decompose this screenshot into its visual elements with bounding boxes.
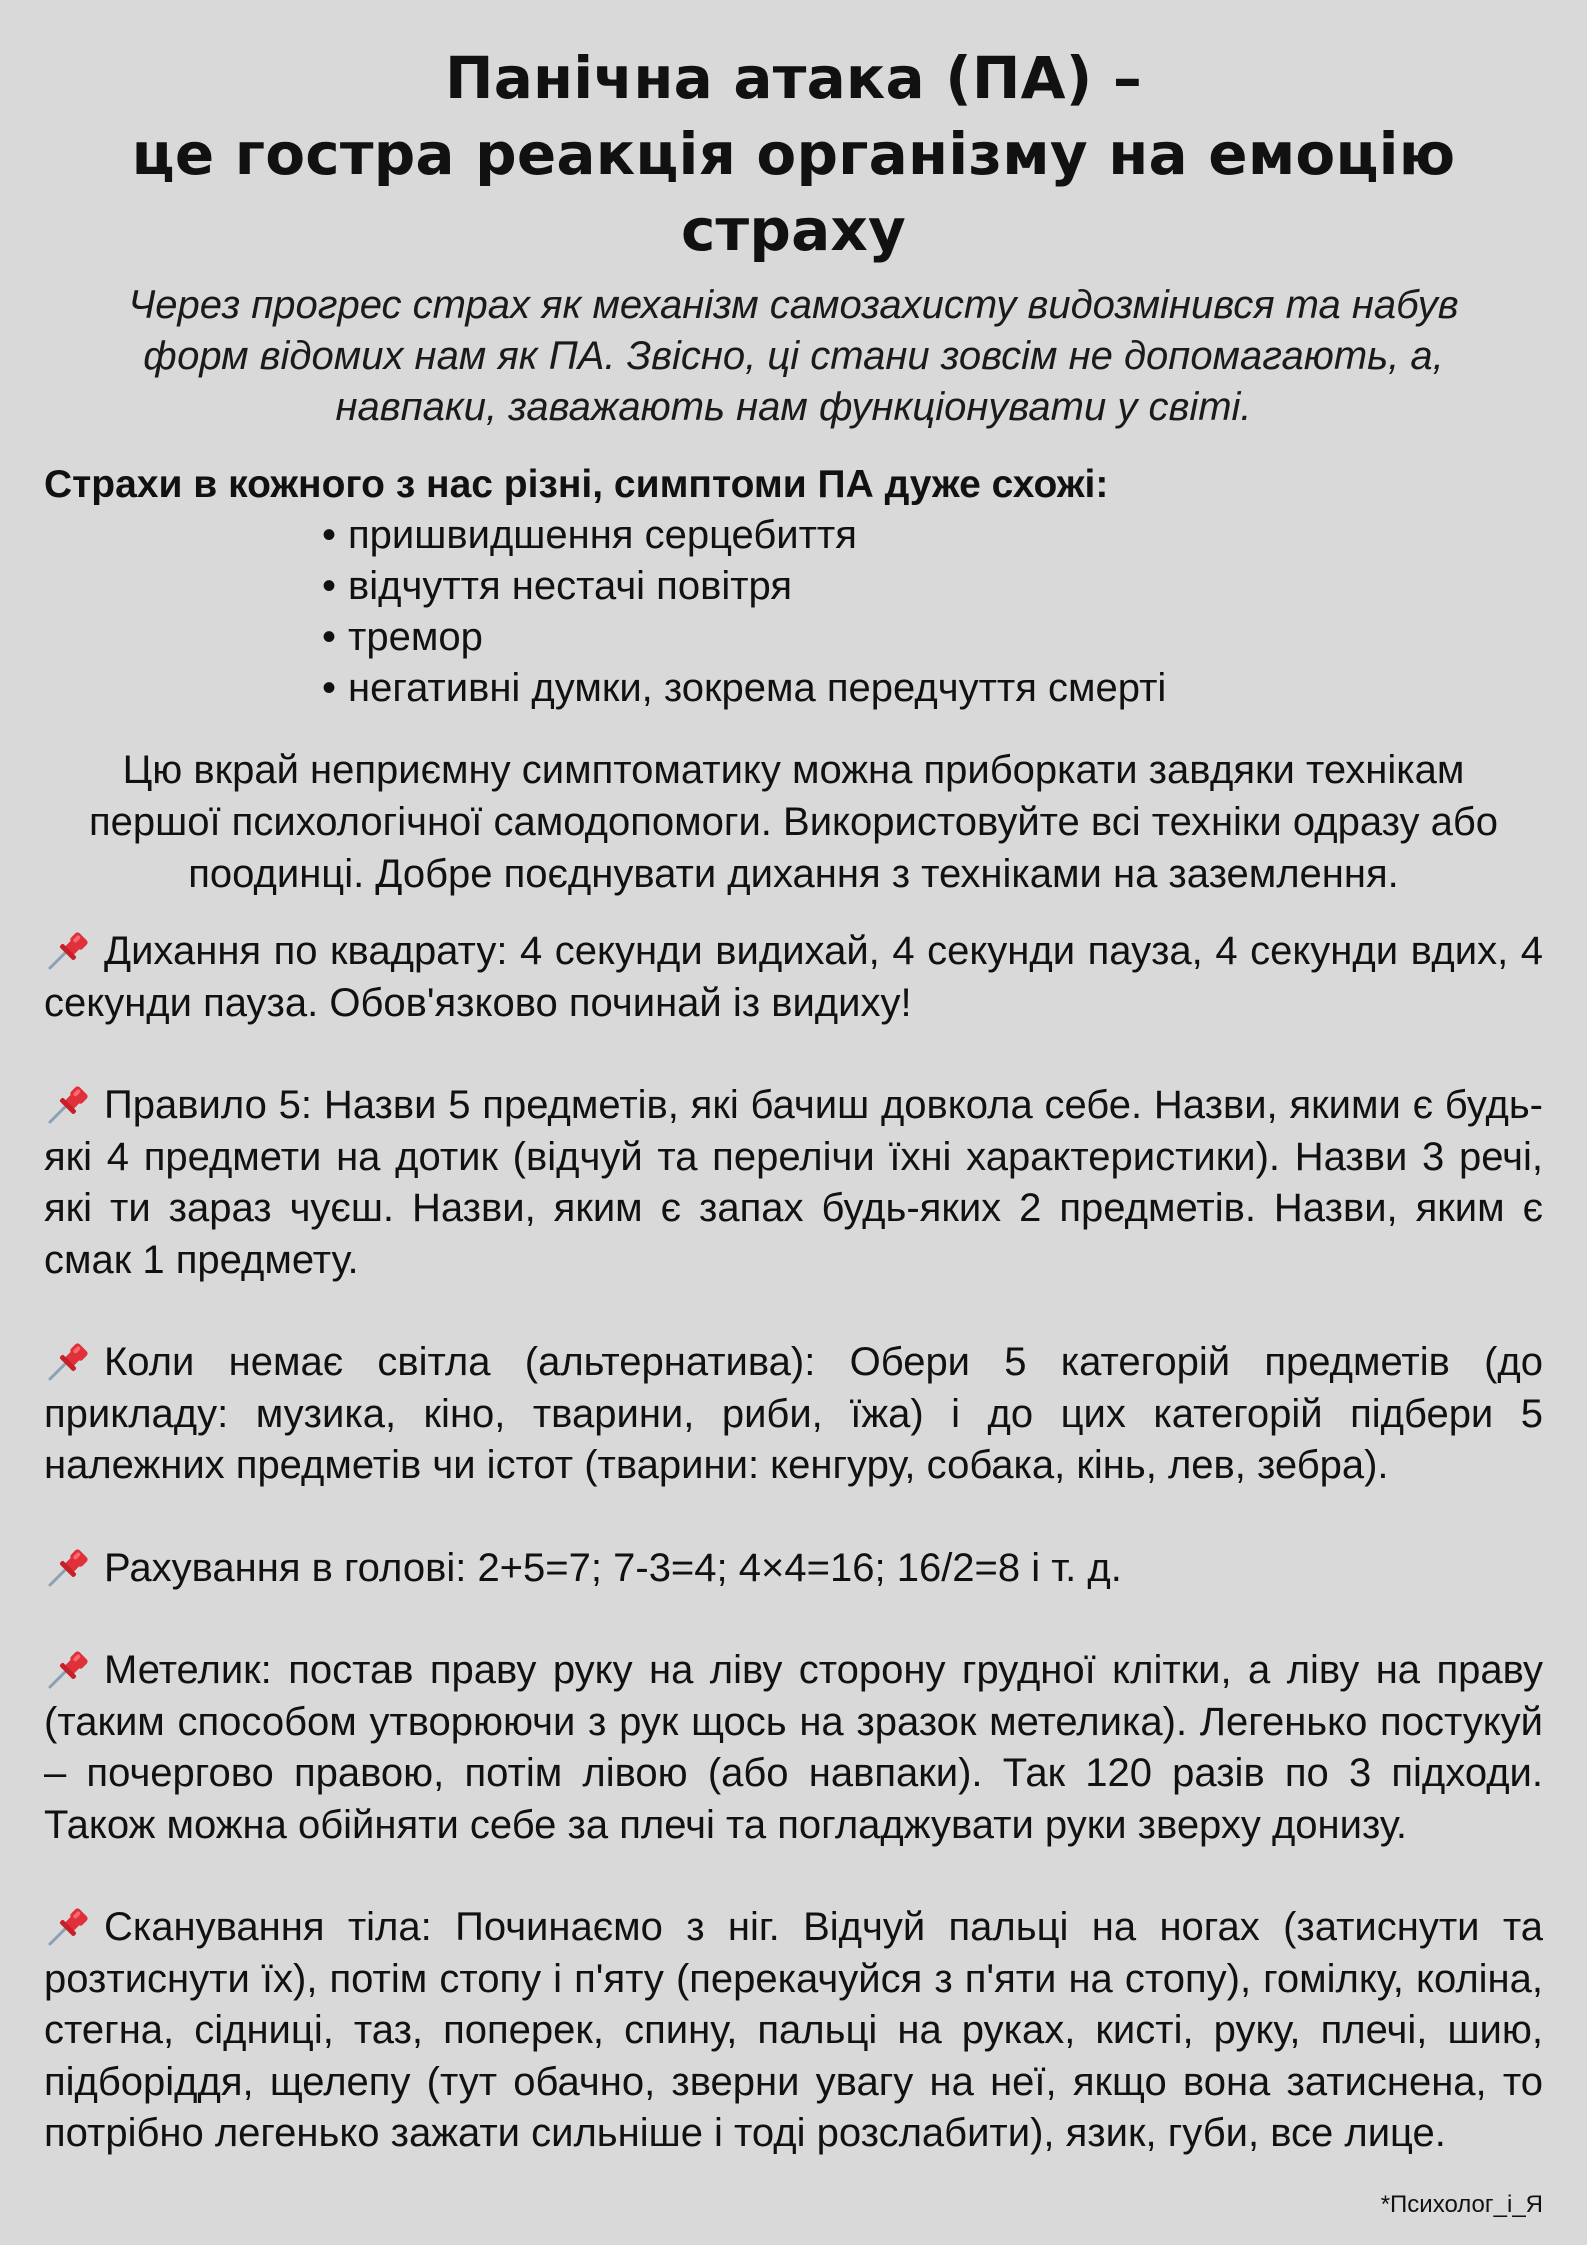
technique-text: Правило 5: Назви 5 предметів, які бачиш довкола себе. Назви, якими є будь-які 4 предмети на дотик (відчуй та перелічи їхні характеристики). Назви 3 речі, які ти зараз чуєш. Назви, яким є запах будь-яких 2 предметів. Назви, яким є смак 1 предмету. <box>44 1083 1543 1282</box>
pushpin-icon <box>44 1547 98 1585</box>
author-signature: *Психолог_і_Я <box>1380 2191 1543 2218</box>
symptom-item: • пришвидшення серцебиття <box>322 510 1543 561</box>
techniques-list <box>44 926 1543 2160</box>
technique-text: Коли немає світла (альтернатива): Обери 5 категорій предметів (до прикладу: музика, кіно, тварини, риби, їжа) і до цих категорій підбери 5 належних предметів чи істот (тварини: кенгуру, собака, кінь, лев, зебра). <box>44 1340 1543 1487</box>
technique-item-square-breathing <box>44 926 1543 1029</box>
pushpin-icon <box>44 1906 98 1944</box>
symptom-item: • відчуття нестачі повітря <box>322 561 1543 612</box>
pushpin-icon <box>44 1341 98 1379</box>
pushpin-icon <box>44 1084 98 1122</box>
technique-text: Сканування тіла: Починаємо з ніг. Відчуй пальці на ногах (затиснути та розтиснути їх), потім стопу і п'яту (перекачуйся з п'яти на стопу), гомілку, коліна, стегна, сідниці, таз, поперек, спину, пальці на руках, кисті, руку, плечі, шию, підборіддя, щелепу (тут обачно, зверни увагу на неї, якщо вона затиснена, то потрібно легенько зажати сильніше і тоді розслабити), язик, губи, все лице. <box>44 1905 1543 2155</box>
technique-text: Метелик: постав праву руку на ліву сторону грудної клітки, а ліву на праву (таким способом утворюючи з рук щось на зразок метелика). Легенько постукуй – почергово правою, потім лівою (або навпаки). Так 120 разів по 3 підходи. Також можна обійняти себе за плечі та погладжувати руки зверху донизу. <box>44 1648 1543 1847</box>
technique-item-mental-math <box>44 1543 1543 1595</box>
symptom-item: • тремор <box>322 612 1543 663</box>
summary-paragraph: Цю вкрай неприємну симптоматику можна приборкати завдяки технікам першої психологічної самодопомоги. Використовуйте всі техніки одразу або поодинці. Добре поєднувати дихання з техніками на заземлення. <box>88 748 1499 896</box>
intro-paragraph: Через прогрес страх як механізм самозахисту видозмінився та набув форм відомих нам як ПА. Звісно, ці стани зовсім не допомагають, а, навпаки, заважають нам функціонувати у світі. <box>128 283 1459 429</box>
technique-text: Дихання по квадрату: 4 секунди видихай, 4 секунди пауза, 4 секунди вдих, 4 секунди пауза. Обов'язково починай із видиху! <box>44 929 1543 1025</box>
symptoms-heading: Страхи в кожного з нас різні, симптоми ПА дуже схожі: <box>44 463 1109 506</box>
technique-item-butterfly <box>44 1645 1543 1851</box>
technique-text: Рахування в голові: 2+5=7; 7-3=4; 4×4=16; 16/2=8 і т. д. <box>104 1545 1122 1590</box>
pushpin-icon <box>44 1649 98 1687</box>
symptom-item: • негативні думки, зокрема передчуття смерті <box>322 663 1543 714</box>
technique-item-no-light <box>44 1337 1543 1492</box>
technique-item-rule-5 <box>44 1080 1543 1286</box>
pushpin-icon <box>44 930 98 968</box>
page-title <box>44 40 1543 268</box>
symptoms-list <box>44 510 1543 714</box>
title-line-2: це гостра реакція організму на емоцію страху <box>131 120 1456 264</box>
title-line-1: Панічна атака (ПА) – <box>444 44 1143 112</box>
technique-item-body-scan <box>44 1902 1543 2160</box>
